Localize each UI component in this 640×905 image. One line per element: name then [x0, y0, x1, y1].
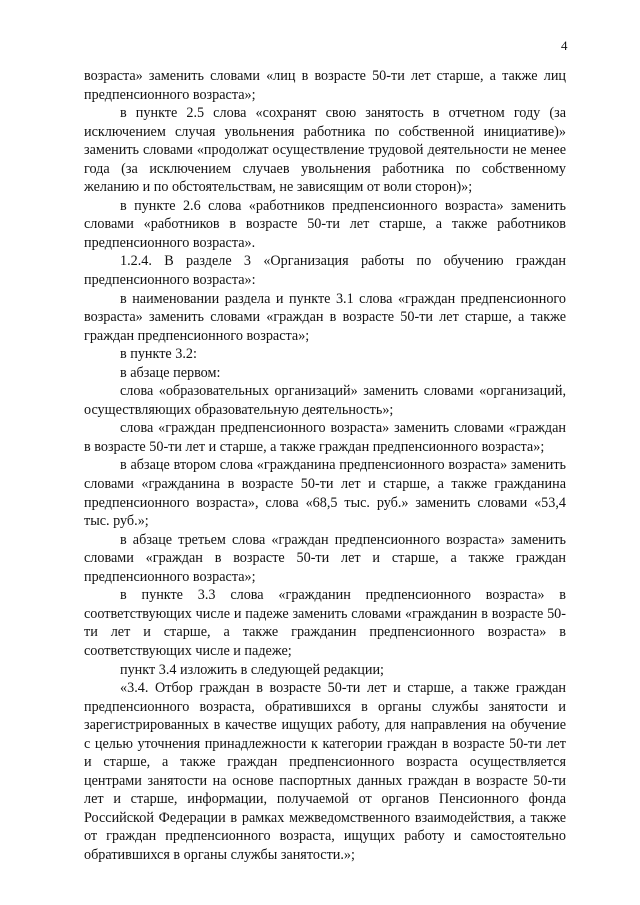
- document-body: [84, 67, 566, 865]
- paragraph: слова «граждан предпенсионного возраста» заменить словами «граждан в возрасте 50-ти лет и старше, а также граждан предпенсионного возраста»;: [84, 420, 566, 455]
- paragraph: в пункте 3.3 слова «гражданин предпенсионного возраста» в соответствующих числе и падеже заменить словами «гражданин в возрасте 50-ти лет и старше, а также гражданин предпенсионного возраста» в соответствующих числе и падеже;: [84, 587, 566, 659]
- paragraph: в абзаце втором слова «гражданина предпенсионного возраста» заменить словами «гражданина в возрасте 50-ти лет и старше, а также гражданина предпенсионного возраста», слова «68,5 тыс. руб.» заменить словами «53,4 тыс. руб.»;: [84, 457, 566, 530]
- paragraph: возраста» заменить словами «лиц в возрасте 50-ти лет старше, а также лиц предпенсионного возраста»;: [84, 68, 566, 103]
- paragraph: в пункте 3.2:: [120, 346, 197, 363]
- page-number: 4: [561, 38, 568, 53]
- paragraph: 1.2.4. В разделе 3 «Организация работы по обучению граждан предпенсионного возраста»:: [84, 253, 566, 289]
- paragraph: в абзаце третьем слова «граждан предпенсионного возраста» заменить словами «граждан в возрасте 50-ти лет и старше, а также граждан предпенсионного возраста»;: [84, 531, 566, 585]
- paragraph: в абзаце первом:: [120, 364, 221, 381]
- paragraph: «3.4. Отбор граждан в возрасте 50-ти лет и старше, а также граждан предпенсионного возраста, обратившихся в органы службы занятости и зарегистрированных в качестве ищущих работу, для направления на обучение с целью уточнения принадлежности к категории граждан в возрасте 50-ти лет и старше, а также граждан предпенсионного возраста осуществляется центрами занятости на основе паспортных данных граждан в возрасте 50-ти лет и старше, информации, получаемой от органов Пенсионного фонда Российской Федерации в рамках межведомственного взаимодействия, а также от граждан предпенсионного возраста, ищущих работу и самостоятельно обратившихся в органы службы занятости.»;: [84, 680, 566, 863]
- paragraph: в пункте 2.6 слова «работников предпенсионного возраста» заменить словами «работников в возрасте 50-ти лет старше, а также работников предпенсионного возраста».: [84, 197, 566, 251]
- paragraph: пункт 3.4 изложить в следующей редакции;: [120, 661, 384, 678]
- paragraph: в пункте 2.5 слова «сохранят свою занятость в отчетном году (за исключением случая увольнения работника по собственной инициативе)» заменить словами «продолжат осуществление трудовой деятельности не менее года (за исключением случаев увольнения работника по собственному желанию и по обстоятельствам, не зависящим от воли сторон)»;: [84, 105, 566, 196]
- paragraph: в наименовании раздела и пункте 3.1 слова «граждан предпенсионного возраста» заменить словами «граждан в возрасте 50-ти лет старше, а также граждан предпенсионного возраста»;: [84, 290, 566, 344]
- paragraph: слова «образовательных организаций» заменить словами «организаций, осуществляющих образовательную деятельность»;: [84, 383, 566, 418]
